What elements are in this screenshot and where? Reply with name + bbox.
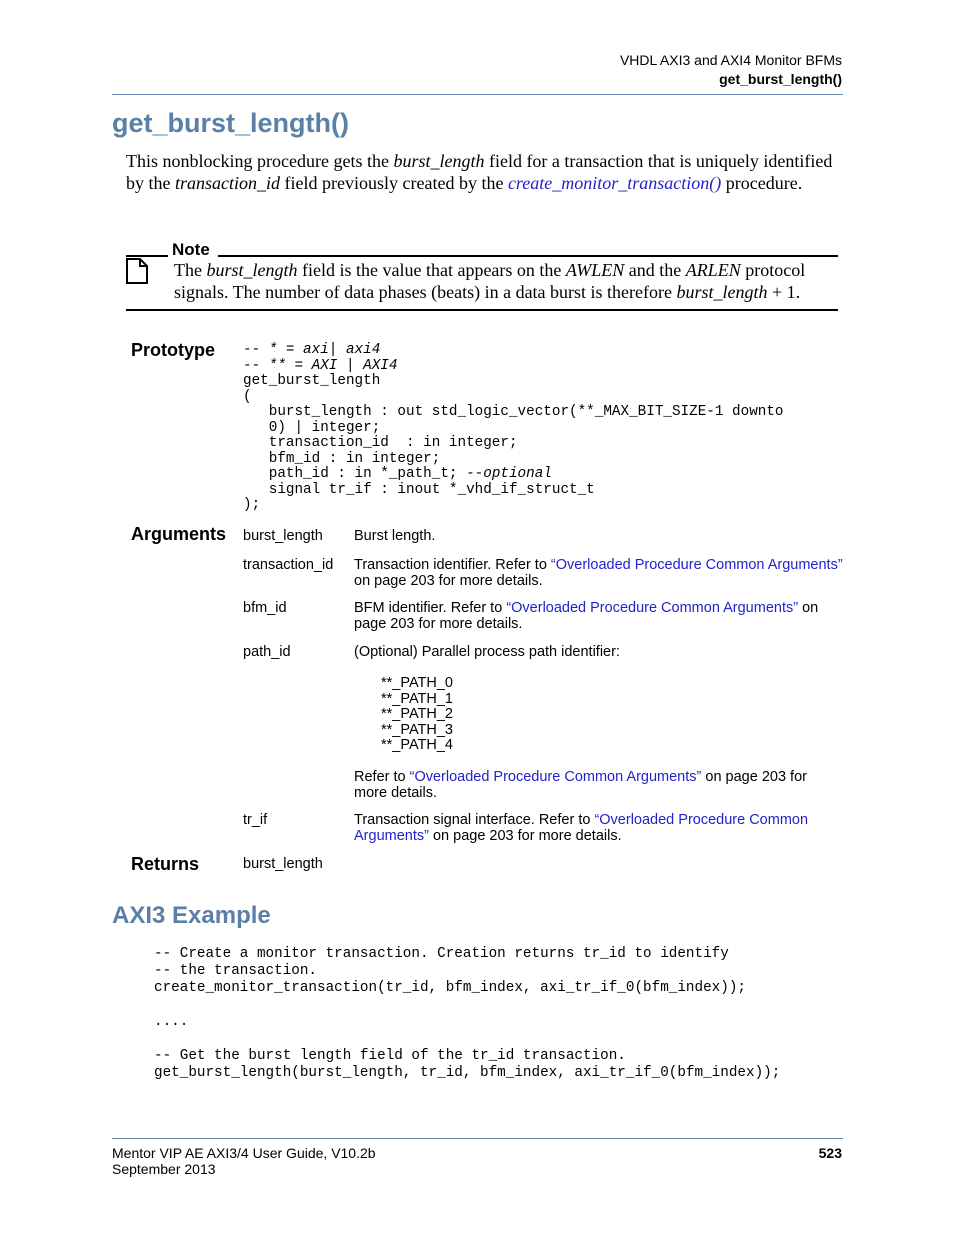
arg-desc-transaction-id: [354, 557, 844, 589]
arg-desc-text: BFM identifier. Refer to: [354, 600, 507, 616]
path-item: **_PATH_0: [381, 675, 453, 691]
overloaded-args-link[interactable]: “Overloaded Procedure Common Arguments”: [409, 769, 702, 785]
code-line: 0) | integer;: [243, 419, 381, 436]
note-rule-bottom: [126, 309, 838, 311]
overloaded-args-link[interactable]: “Overloaded Procedure Common Arguments”: [550, 557, 843, 573]
path-item: **_PATH_2: [381, 706, 453, 722]
code-line: bfm_id : in integer;: [243, 450, 441, 467]
code-line: (: [243, 388, 252, 405]
create-monitor-transaction-link[interactable]: create_monitor_transaction(): [507, 173, 722, 193]
code-line: transaction_id : in integer;: [243, 435, 518, 451]
prototype-label: Prototype: [131, 340, 216, 360]
intro-text: procedure.: [721, 173, 803, 193]
page-number: 523: [818, 1145, 842, 1161]
overloaded-args-link[interactable]: “Overloaded Procedure Common Arguments”: [506, 600, 799, 616]
arg-desc-text: on page 203 for more details.: [354, 769, 807, 801]
note-text-part: + 1.: [767, 282, 801, 302]
footer-rule: [112, 1138, 843, 1139]
code-comment: -- * = axi| axi4: [243, 342, 381, 358]
code-line: );: [243, 497, 261, 513]
code-comment: --optional: [466, 466, 552, 482]
note-text-part: protocol signals. The number of data phases (beats) in a data burst is therefore: [174, 260, 806, 302]
footer-guide-title: Mentor VIP AE AXI3/4 User Guide, V10.2b: [112, 1145, 376, 1161]
code-line: path_id : in *_path_t;: [243, 466, 467, 482]
arg-name-tr-if: tr_if: [243, 812, 268, 828]
code-line: signal tr_if : inout *_vhd_if_struct_t: [243, 481, 595, 498]
running-header-topic: get_burst_length(): [719, 71, 842, 87]
arg-desc-text: Transaction identifier. Refer to: [354, 557, 551, 573]
example-code: [154, 946, 780, 1082]
arg-name-transaction-id: transaction_id: [243, 557, 334, 573]
note-text: [174, 259, 838, 303]
intro-text: field previously created by the: [280, 173, 508, 193]
intro-italic-burst-length: burst_length: [393, 151, 485, 171]
code-line: burst_length : out std_logic_vector(**_MAX_BIT_SIZE-1 downto: [243, 404, 784, 420]
path-item: **_PATH_1: [381, 691, 453, 707]
note-rule-top-right: [218, 255, 838, 257]
arg-desc-burst-length: Burst length.: [354, 528, 436, 544]
returns-value: burst_length: [243, 856, 323, 872]
note-italic: burst_length: [676, 282, 768, 302]
overloaded-args-link[interactable]: “Overloaded Procedure Common Arguments”: [354, 812, 809, 844]
note-label: Note: [172, 240, 210, 259]
code-line: -- Create a monitor transaction. Creation returns tr_id to identify: [154, 946, 729, 962]
intro-text: This nonblocking procedure gets the: [126, 151, 394, 171]
note-page-icon: [126, 258, 148, 284]
code-line: ....: [154, 1014, 189, 1030]
arg-name-path-id: path_id: [243, 644, 291, 660]
arg-desc-text: Transaction signal interface. Refer to: [354, 812, 595, 828]
note-text-part: and the: [624, 260, 686, 280]
arg-desc-bfm-id: [354, 600, 844, 632]
running-header-chapter: VHDL AXI3 and AXI4 Monitor BFMs: [619, 52, 842, 68]
note-italic: ARLEN: [685, 260, 741, 280]
arg-desc-text: on page 203 for more details.: [428, 828, 622, 844]
intro-text: field for a transaction that is uniquely identified by the: [126, 151, 833, 193]
code-line: get_burst_length(burst_length, tr_id, bfm_index, axi_tr_if_0(bfm_index));: [154, 1065, 781, 1081]
intro-italic-transaction-id: transaction_id: [175, 173, 281, 193]
code-comment: -- ** = AXI | AXI4: [243, 357, 398, 374]
note-text-part: The: [174, 260, 207, 280]
arg-desc-path-id-refer: [354, 769, 844, 801]
arg-name-burst-length: burst_length: [243, 528, 323, 544]
code-line: create_monitor_transaction(tr_id, bfm_index, axi_tr_if_0(bfm_index));: [154, 980, 746, 996]
note-rule-top-left: [126, 255, 168, 257]
footer-date: September 2013: [112, 1161, 216, 1177]
example-heading: AXI3 Example: [112, 902, 271, 929]
arg-desc-text: on page 203 for more details.: [354, 573, 543, 589]
arg-name-bfm-id: bfm_id: [243, 600, 287, 616]
code-line: -- Get the burst length field of the tr_id transaction.: [154, 1048, 626, 1064]
header-rule: [112, 94, 843, 95]
arguments-label: Arguments: [131, 524, 227, 544]
note-text-part: field is the value that appears on the: [297, 260, 566, 280]
path-item: **_PATH_3: [381, 722, 453, 738]
path-item: **_PATH_4: [381, 737, 453, 753]
returns-label: Returns: [131, 854, 200, 874]
arg-desc-text: Refer to: [354, 769, 410, 785]
code-line: get_burst_length: [243, 373, 381, 389]
page-title: get_burst_length(): [112, 108, 350, 138]
prototype-code: [243, 343, 784, 514]
note-italic: burst_length: [206, 260, 298, 280]
code-line: -- the transaction.: [154, 963, 318, 979]
arg-desc-tr-if: [354, 812, 844, 844]
arg-desc-path-id: (Optional) Parallel process path identifier:: [354, 644, 620, 660]
intro-paragraph: [126, 150, 846, 194]
arg-desc-text: on page 203 for more details.: [354, 600, 819, 632]
note-italic: AWLEN: [565, 260, 625, 280]
